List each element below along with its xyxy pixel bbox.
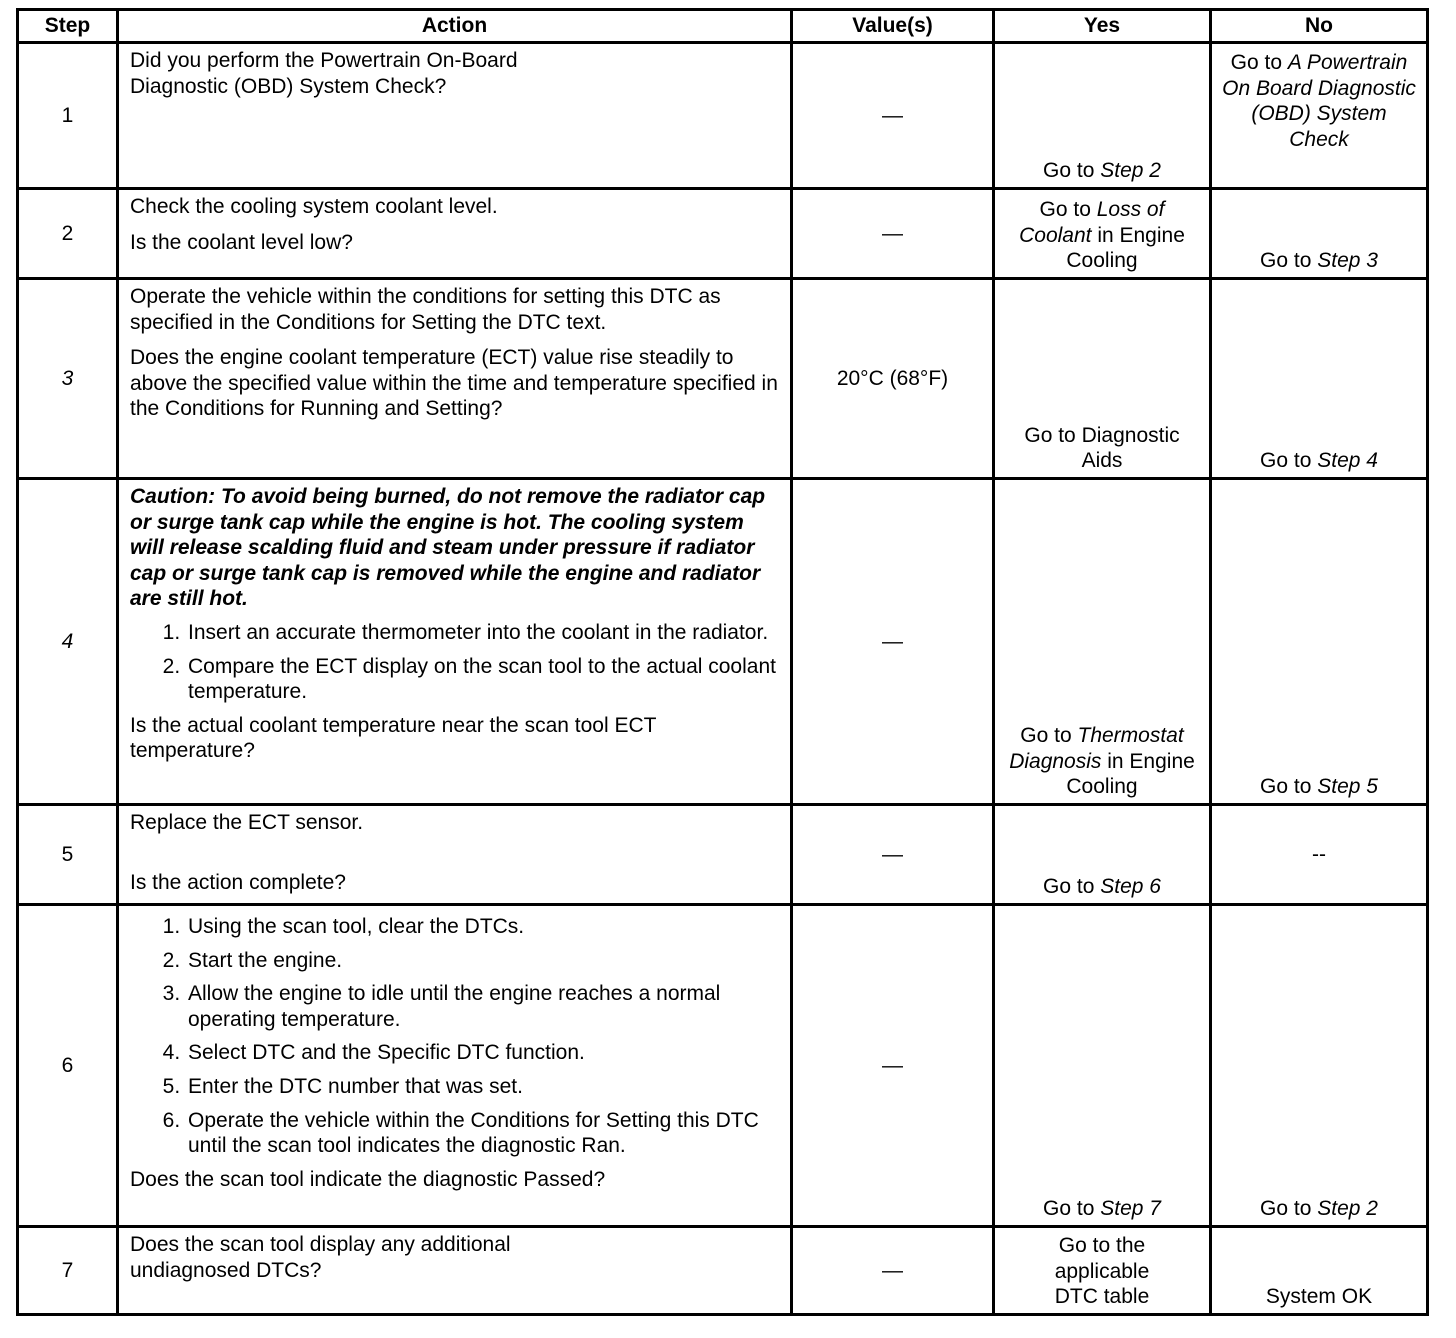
step-number: 6 xyxy=(18,905,118,1227)
list-item: 2. Compare the ECT display on the scan tool to the actual coolant temperature. xyxy=(186,654,783,705)
action-steps-list xyxy=(130,620,783,705)
value-cell: — xyxy=(792,479,994,805)
no-prefix: Go to xyxy=(1260,449,1318,473)
table-row-step-7 xyxy=(18,1227,1428,1315)
header-values: Value(s) xyxy=(792,10,994,43)
yes-link[interactable]: Thermostat Diagnosis xyxy=(1009,724,1184,773)
list-item: 2. Start the engine. xyxy=(186,948,783,974)
table-row-step-3 xyxy=(18,279,1428,479)
action-cell xyxy=(118,805,792,905)
no-cell: System OK xyxy=(1211,1227,1428,1315)
yes-prefix: Go to xyxy=(1039,198,1097,222)
value-cell: — xyxy=(792,43,994,189)
no-cell: -- xyxy=(1211,805,1428,905)
diagnostic-table xyxy=(16,8,1429,1316)
no-link[interactable]: Step 2 xyxy=(1317,1197,1378,1221)
yes-cell xyxy=(994,805,1211,905)
no-prefix: Go to xyxy=(1260,249,1318,273)
action-steps-list xyxy=(130,914,783,1159)
table-row-step-5 xyxy=(18,805,1428,905)
value-cell: — xyxy=(792,189,994,279)
action-question: Is the action complete? xyxy=(130,870,346,894)
action-question: Is the actual coolant temperature near the scan tool ECT temperature? xyxy=(130,713,657,763)
yes-link[interactable]: Go to Diagnostic Aids xyxy=(1024,423,1180,473)
yes-link[interactable]: Loss of Coolant xyxy=(1019,198,1165,247)
action-text: Replace the ECT sensor. xyxy=(130,811,364,834)
yes-suffix: in Engine Cooling xyxy=(1066,749,1195,799)
header-no: No xyxy=(1211,10,1428,43)
yes-prefix: Go to xyxy=(1043,875,1101,899)
list-item: 4. Select DTC and the Specific DTC function. xyxy=(186,1040,783,1066)
no-cell xyxy=(1211,43,1428,189)
value-cell: 20°C (68°F) xyxy=(792,279,994,479)
yes-prefix: Go to xyxy=(1043,159,1101,183)
action-text: Did you perform the Powertrain On-Board Diagnostic (OBD) System Check? xyxy=(130,49,518,98)
table-row-step-6 xyxy=(18,905,1428,1227)
action-cell xyxy=(118,279,792,479)
action-cell xyxy=(118,479,792,805)
yes-cell xyxy=(994,905,1211,1227)
action-cell xyxy=(118,43,792,189)
no-prefix: Go to xyxy=(1260,1197,1318,1221)
yes-link[interactable]: Step 7 xyxy=(1100,1197,1161,1221)
action-question: Does the engine coolant temperature (ECT) value rise steadily to above the specified value within the time and temperature specified in the Conditions for Running and Setting? xyxy=(130,346,778,421)
yes-cell xyxy=(994,479,1211,805)
no-cell xyxy=(1211,189,1428,279)
step-number: 7 xyxy=(18,1227,118,1315)
value-cell: — xyxy=(792,805,994,905)
yes-cell xyxy=(994,279,1211,479)
step-number: 3 xyxy=(18,279,118,479)
no-link[interactable]: A Powertrain On Board Diagnostic (OBD) System Check xyxy=(1222,51,1416,151)
yes-link[interactable]: Step 6 xyxy=(1100,875,1161,899)
header-action: Action xyxy=(118,10,792,43)
no-prefix: Go to xyxy=(1260,775,1318,799)
action-question: Is the coolant level low? xyxy=(130,230,353,254)
no-prefix: Go to xyxy=(1230,51,1288,74)
step-number: 4 xyxy=(18,479,118,805)
list-item: 1. Using the scan tool, clear the DTCs. xyxy=(186,914,783,940)
table-row-step-1 xyxy=(18,43,1428,189)
no-link[interactable]: Step 5 xyxy=(1317,775,1378,799)
list-item: 6. Operate the vehicle within the Conditions for Setting this DTC until the scan tool indicates the diagnostic Ran. xyxy=(186,1108,783,1159)
yes-suffix: in Engine Cooling xyxy=(1066,223,1185,273)
value-cell: — xyxy=(792,905,994,1227)
yes-prefix: Go to xyxy=(1043,1197,1101,1221)
no-link[interactable]: Step 4 xyxy=(1317,449,1378,473)
action-cell xyxy=(118,189,792,279)
value-cell: — xyxy=(792,1227,994,1315)
action-question: Does the scan tool indicate the diagnostic Passed? xyxy=(130,1167,606,1191)
list-item: 3. Allow the engine to idle until the engine reaches a normal operating temperature. xyxy=(186,981,783,1032)
caution-text: Caution: To avoid being burned, do not remove the radiator cap or surge tank cap while the engine is hot. The cooling system will release scalding fluid and steam under pressure if radiator cap or surge tank cap is removed while the engine and radiator are still hot. xyxy=(130,485,766,611)
yes-cell xyxy=(994,1227,1211,1315)
list-item: 1. Insert an accurate thermometer into the coolant in the radiator. xyxy=(186,620,783,646)
no-cell xyxy=(1211,279,1428,479)
no-cell xyxy=(1211,905,1428,1227)
list-item: 5. Enter the DTC number that was set. xyxy=(186,1074,783,1100)
action-text: Check the cooling system coolant level. xyxy=(130,195,498,218)
table-row-step-4 xyxy=(18,479,1428,805)
action-text: Operate the vehicle within the conditions for setting this DTC as specified in the Conditions for Setting the DTC text. xyxy=(130,285,721,334)
yes-prefix: Go to xyxy=(1020,724,1078,748)
no-cell xyxy=(1211,479,1428,805)
table-row-step-2 xyxy=(18,189,1428,279)
yes-link[interactable]: Step 2 xyxy=(1100,159,1161,183)
yes-link[interactable]: Go to the applicable DTC table xyxy=(1054,1234,1150,1309)
header-yes: Yes xyxy=(994,10,1211,43)
header-row xyxy=(18,10,1428,43)
step-number: 2 xyxy=(18,189,118,279)
no-link[interactable]: Step 3 xyxy=(1317,249,1378,273)
action-cell xyxy=(118,1227,792,1315)
yes-cell xyxy=(994,189,1211,279)
action-question: Does the scan tool display any additional undiagnosed DTCs? xyxy=(130,1233,511,1282)
header-step: Step xyxy=(18,10,118,43)
yes-cell xyxy=(994,43,1211,189)
step-number: 5 xyxy=(18,805,118,905)
step-number: 1 xyxy=(18,43,118,189)
action-cell xyxy=(118,905,792,1227)
